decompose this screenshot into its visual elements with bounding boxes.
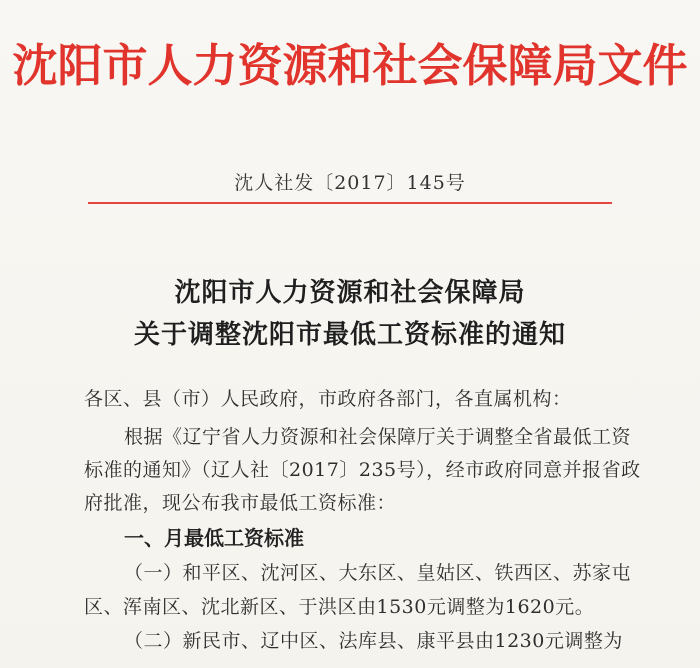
body-paragraph-line: 根据《辽宁省人力资源和社会保障厅关于调整全省最低工资 xyxy=(124,426,632,448)
red-divider-line xyxy=(88,202,612,204)
list-item-line: （二）新民市、辽中区、法库县、康平县由1230元调整为 xyxy=(124,630,623,652)
document-header: 沈阳市人力资源和社会保障局文件 xyxy=(12,39,688,92)
list-item-line: （一）和平区、沈河区、大东区、皇姑区、铁西区、苏家屯 xyxy=(124,562,632,584)
section-heading: 一、月最低工资标准 xyxy=(124,526,304,550)
body-paragraph-line: 标准的通知》（辽人社〔2017〕235号），经市政府同意并报省政 xyxy=(84,459,641,481)
body-paragraph-line: 府批准，现公布我市最低工资标准： xyxy=(84,492,397,514)
list-item-line: 区、浑南区、沈北新区、于洪区由1530元调整为1620元。 xyxy=(84,596,595,618)
document-number: 沈人社发〔2017〕145号 xyxy=(234,172,466,194)
document-title-line-2: 关于调整沈阳市最低工资标准的通知 xyxy=(133,320,566,350)
document-title-line-1: 沈阳市人力资源和社会保障局 xyxy=(174,278,526,308)
salutation-line: 各区、县（市）人民政府，市政府各部门，各直属机构： xyxy=(84,388,572,410)
